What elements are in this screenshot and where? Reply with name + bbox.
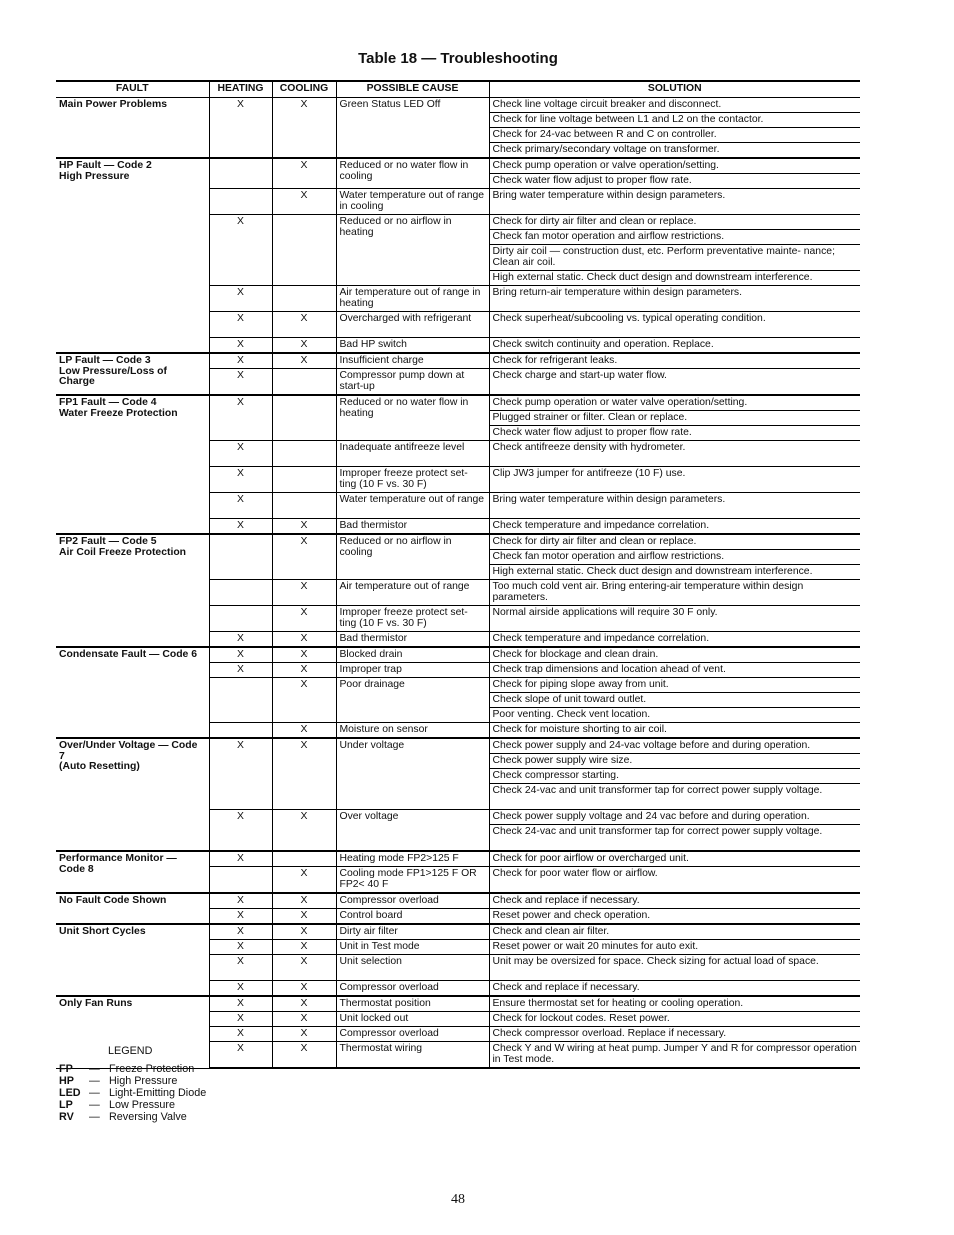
cooling-cell: X [272, 1042, 336, 1069]
troubleshooting-table [56, 80, 860, 1069]
heating-cell: X [209, 493, 272, 519]
solution-cell: Check line voltage circuit breaker and disconnect. [489, 98, 860, 113]
solution-cell: Bring water temperature within design parameters. [489, 493, 860, 519]
header-cooling: COOLING [272, 81, 336, 98]
solution-cell: Bring return-air temperature within design parameters. [489, 286, 860, 312]
heating-cell: X [209, 663, 272, 678]
solution-cell: High external static. Check duct design and downstream interference. [489, 271, 860, 286]
possible-cause-cell: Blocked drain [336, 647, 489, 663]
solution-cell: Check compressor overload. Replace if necessary. [489, 1027, 860, 1042]
solution-cell: Check for poor airflow or overcharged unit. [489, 851, 860, 867]
cooling-cell: X [272, 189, 336, 215]
solution-cell: Check for lockout codes. Reset power. [489, 1012, 860, 1027]
legend-item [59, 1075, 206, 1087]
possible-cause-cell: Overcharged with refrigerant [336, 312, 489, 338]
solution-cell: Clip JW3 jumper for antifreeze (10 F) use. [489, 467, 860, 493]
cooling-cell: X [272, 534, 336, 580]
table-row [56, 738, 860, 754]
legend-dash: — [89, 1111, 100, 1123]
possible-cause-cell: Reduced or no water flow in heating [336, 395, 489, 441]
possible-cause-cell: Compressor overload [336, 893, 489, 909]
fault-cell: FP2 Fault — Code 5 Air Coil Freeze Protection [56, 534, 209, 647]
heating-cell [209, 534, 272, 580]
solution-cell: Check fan motor operation and airflow restrictions. [489, 230, 860, 245]
possible-cause-cell: Bad thermistor [336, 632, 489, 648]
solution-cell: Check power supply and 24-vac voltage before and during operation. [489, 738, 860, 754]
solution-cell: Check water flow adjust to proper flow rate. [489, 426, 860, 441]
solution-cell: Plugged strainer or filter. Clean or replace. [489, 411, 860, 426]
legend-dash: — [89, 1075, 100, 1087]
solution-cell: Check and replace if necessary. [489, 981, 860, 997]
heating-cell [209, 867, 272, 894]
table-row [56, 924, 860, 940]
solution-cell: Ensure thermostat set for heating or cooling operation. [489, 996, 860, 1012]
legend [59, 1045, 206, 1123]
cooling-cell: X [272, 647, 336, 663]
solution-cell: Check for line voltage between L1 and L2 on the contactor. [489, 113, 860, 128]
possible-cause-cell: Reduced or no airflow in cooling [336, 534, 489, 580]
solution-cell: Check trap dimensions and location ahead of vent. [489, 663, 860, 678]
legend-abbr: HP [59, 1075, 74, 1087]
heating-cell: X [209, 1027, 272, 1042]
solution-cell: Poor venting. Check vent location. [489, 708, 860, 723]
heating-cell: X [209, 98, 272, 159]
possible-cause-cell: Under voltage [336, 738, 489, 810]
legend-heading: LEGEND [108, 1045, 153, 1057]
solution-cell: Check for dirty air filter and clean or replace. [489, 534, 860, 550]
heating-cell: X [209, 940, 272, 955]
cooling-cell [272, 493, 336, 519]
cooling-cell: X [272, 893, 336, 909]
cooling-cell: X [272, 940, 336, 955]
header-row [56, 81, 860, 98]
table-body [56, 98, 860, 1069]
heating-cell [209, 189, 272, 215]
legend-items [59, 1063, 206, 1123]
table-row [56, 893, 860, 909]
legend-item [59, 1087, 206, 1099]
solution-cell: Reset power and check operation. [489, 909, 860, 925]
cooling-cell: X [272, 867, 336, 894]
possible-cause-cell: Cooling mode FP1>125 F OR FP2< 40 F [336, 867, 489, 894]
solution-cell: Dirty air coil — construction dust, etc. Perform preventative mainte- nance; Clean air coil. [489, 245, 860, 271]
solution-cell: Check for dirty air filter and clean or replace. [489, 215, 860, 230]
legend-text: Freeze Protection [109, 1063, 195, 1075]
heating-cell: X [209, 851, 272, 867]
heating-cell: X [209, 632, 272, 648]
solution-cell: Check 24-vac and unit transformer tap for correct power supply voltage. [489, 825, 860, 852]
solution-cell: Check slope of unit toward outlet. [489, 693, 860, 708]
cooling-cell: X [272, 663, 336, 678]
heating-cell: X [209, 981, 272, 997]
possible-cause-cell: Water temperature out of range [336, 493, 489, 519]
cooling-cell: X [272, 519, 336, 535]
heating-cell [209, 158, 272, 189]
heating-cell: X [209, 1042, 272, 1069]
heating-cell: X [209, 353, 272, 369]
table-row [56, 395, 860, 411]
fault-cell: FP1 Fault — Code 4 Water Freeze Protection [56, 395, 209, 534]
fault-cell: Only Fan Runs [56, 996, 209, 1068]
heating-cell [209, 678, 272, 723]
fault-cell: Over/Under Voltage — Code 7 (Auto Resetting) [56, 738, 209, 851]
solution-cell: Check power supply wire size. [489, 754, 860, 769]
solution-cell: Check 24-vac and unit transformer tap for correct power supply voltage. [489, 784, 860, 810]
heating-cell: X [209, 369, 272, 396]
heating-cell [209, 723, 272, 739]
solution-cell: Reset power or wait 20 minutes for auto exit. [489, 940, 860, 955]
legend-item [59, 1063, 206, 1075]
header-heating: HEATING [209, 81, 272, 98]
fault-cell: Unit Short Cycles [56, 924, 209, 996]
cooling-cell: X [272, 996, 336, 1012]
cooling-cell: X [272, 723, 336, 739]
fault-cell: Main Power Problems [56, 98, 209, 159]
solution-cell: Check for blockage and clean drain. [489, 647, 860, 663]
cooling-cell: X [272, 632, 336, 648]
solution-cell: Check charge and start-up water flow. [489, 369, 860, 396]
heating-cell: X [209, 519, 272, 535]
solution-cell: Check for 24-vac between R and C on controller. [489, 128, 860, 143]
solution-cell: Check water flow adjust to proper flow rate. [489, 174, 860, 189]
possible-cause-cell: Heating mode FP2>125 F [336, 851, 489, 867]
possible-cause-cell: Inadequate antifreeze level [336, 441, 489, 467]
heating-cell: X [209, 312, 272, 338]
possible-cause-cell: Thermostat wiring [336, 1042, 489, 1069]
heating-cell [209, 580, 272, 606]
cooling-cell: X [272, 606, 336, 632]
possible-cause-cell: Air temperature out of range [336, 580, 489, 606]
cooling-cell [272, 441, 336, 467]
cooling-cell: X [272, 924, 336, 940]
possible-cause-cell: Moisture on sensor [336, 723, 489, 739]
heating-cell [209, 606, 272, 632]
solution-cell: Unit may be oversized for space. Check sizing for actual load of space. [489, 955, 860, 981]
heating-cell: X [209, 955, 272, 981]
legend-abbr: LED [59, 1087, 81, 1099]
fault-cell: No Fault Code Shown [56, 893, 209, 924]
heating-cell: X [209, 647, 272, 663]
heating-cell: X [209, 738, 272, 810]
possible-cause-cell: Water temperature out of range in cooling [336, 189, 489, 215]
table-title: Table 18 — Troubleshooting [358, 50, 558, 67]
possible-cause-cell: Reduced or no airflow in heating [336, 215, 489, 286]
possible-cause-cell: Unit selection [336, 955, 489, 981]
legend-text: Reversing Valve [109, 1111, 187, 1123]
table-row [56, 996, 860, 1012]
legend-dash: — [89, 1063, 100, 1075]
possible-cause-cell: Insufficient charge [336, 353, 489, 369]
solution-cell: Check and replace if necessary. [489, 893, 860, 909]
legend-dash: — [89, 1087, 100, 1099]
solution-cell: Check pump operation or water valve operation/setting. [489, 395, 860, 411]
header-fault: FAULT [56, 81, 209, 98]
cooling-cell: X [272, 981, 336, 997]
cooling-cell: X [272, 312, 336, 338]
legend-text: Low Pressure [109, 1099, 176, 1111]
possible-cause-cell: Reduced or no water flow in cooling [336, 158, 489, 189]
solution-cell: Check antifreeze density with hydrometer. [489, 441, 860, 467]
possible-cause-cell: Thermostat position [336, 996, 489, 1012]
solution-cell: Check for moisture shorting to air coil. [489, 723, 860, 739]
table-header [56, 81, 860, 98]
table-row [56, 647, 860, 663]
solution-cell: Check and clean air filter. [489, 924, 860, 940]
cooling-cell: X [272, 353, 336, 369]
page-number: 48 [451, 1192, 465, 1207]
heating-cell: X [209, 893, 272, 909]
heating-cell: X [209, 215, 272, 286]
cooling-cell: X [272, 158, 336, 189]
cooling-cell: X [272, 955, 336, 981]
possible-cause-cell: Compressor pump down at start-up [336, 369, 489, 396]
cooling-cell: X [272, 98, 336, 159]
heating-cell: X [209, 467, 272, 493]
legend-text: High Pressure [109, 1075, 178, 1087]
table-row [56, 158, 860, 174]
possible-cause-cell: Improper trap [336, 663, 489, 678]
table-row [56, 353, 860, 369]
solution-cell: Check for piping slope away from unit. [489, 678, 860, 693]
fault-cell: HP Fault — Code 2 High Pressure [56, 158, 209, 353]
possible-cause-cell: Poor drainage [336, 678, 489, 723]
solution-cell: Check for poor water flow or airflow. [489, 867, 860, 894]
legend-abbr: LP [59, 1099, 73, 1111]
solution-cell: Check power supply voltage and 24 vac before and during operation. [489, 810, 860, 825]
solution-cell: Check primary/secondary voltage on transformer. [489, 143, 860, 159]
header-possible-cause: POSSIBLE CAUSE [336, 81, 489, 98]
cooling-cell [272, 286, 336, 312]
cooling-cell [272, 395, 336, 441]
solution-cell: Too much cold vent air. Bring entering-air temperature within design parameters. [489, 580, 860, 606]
heating-cell: X [209, 395, 272, 441]
cooling-cell: X [272, 810, 336, 852]
heating-cell: X [209, 1012, 272, 1027]
cooling-cell: X [272, 1012, 336, 1027]
cooling-cell: X [272, 1027, 336, 1042]
cooling-cell: X [272, 678, 336, 723]
heating-cell: X [209, 924, 272, 940]
possible-cause-cell: Unit locked out [336, 1012, 489, 1027]
solution-cell: Check fan motor operation and airflow restrictions. [489, 550, 860, 565]
cooling-cell [272, 215, 336, 286]
possible-cause-cell: Compressor overload [336, 1027, 489, 1042]
possible-cause-cell: Improper freeze protect set- ting (10 F vs. 30 F) [336, 467, 489, 493]
solution-cell: Check pump operation or valve operation/setting. [489, 158, 860, 174]
legend-item [59, 1099, 206, 1111]
heating-cell: X [209, 909, 272, 925]
legend-abbr: FP [59, 1063, 73, 1075]
cooling-cell: X [272, 738, 336, 810]
solution-cell: Check Y and W wiring at heat pump. Jumper Y and R for compressor operation in Test mode. [489, 1042, 860, 1069]
heating-cell: X [209, 810, 272, 852]
solution-cell: Check switch continuity and operation. Replace. [489, 338, 860, 354]
cooling-cell: X [272, 909, 336, 925]
fault-cell: LP Fault — Code 3 Low Pressure/Loss of Charge [56, 353, 209, 395]
possible-cause-cell: Unit in Test mode [336, 940, 489, 955]
cooling-cell [272, 467, 336, 493]
fault-cell: Condensate Fault — Code 6 [56, 647, 209, 738]
table-row [56, 851, 860, 867]
heating-cell: X [209, 338, 272, 354]
cooling-cell [272, 851, 336, 867]
possible-cause-cell: Green Status LED Off [336, 98, 489, 159]
possible-cause-cell: Over voltage [336, 810, 489, 852]
possible-cause-cell: Compressor overload [336, 981, 489, 997]
heating-cell: X [209, 441, 272, 467]
solution-cell: High external static. Check duct design and downstream interference. [489, 565, 860, 580]
solution-cell: Check compressor starting. [489, 769, 860, 784]
possible-cause-cell: Bad HP switch [336, 338, 489, 354]
legend-item [59, 1111, 206, 1123]
possible-cause-cell: Dirty air filter [336, 924, 489, 940]
solution-cell: Check temperature and impedance correlation. [489, 632, 860, 648]
cooling-cell: X [272, 580, 336, 606]
possible-cause-cell: Improper freeze protect set- ting (10 F vs. 30 F) [336, 606, 489, 632]
solution-cell: Check superheat/subcooling vs. typical operating condition. [489, 312, 860, 338]
solution-cell: Check for refrigerant leaks. [489, 353, 860, 369]
fault-cell: Performance Monitor — Code 8 [56, 851, 209, 893]
header-solution: SOLUTION [489, 81, 860, 98]
cooling-cell: X [272, 338, 336, 354]
legend-dash: — [89, 1099, 100, 1111]
legend-abbr: RV [59, 1111, 74, 1123]
possible-cause-cell: Control board [336, 909, 489, 925]
solution-cell: Bring water temperature within design parameters. [489, 189, 860, 215]
cooling-cell [272, 369, 336, 396]
solution-cell: Check temperature and impedance correlation. [489, 519, 860, 535]
legend-text: Light-Emitting Diode [109, 1087, 207, 1099]
table-row [56, 98, 860, 113]
table-row [56, 534, 860, 550]
heating-cell: X [209, 286, 272, 312]
heating-cell: X [209, 996, 272, 1012]
possible-cause-cell: Bad thermistor [336, 519, 489, 535]
possible-cause-cell: Air temperature out of range in heating [336, 286, 489, 312]
solution-cell: Normal airside applications will require 30 F only. [489, 606, 860, 632]
